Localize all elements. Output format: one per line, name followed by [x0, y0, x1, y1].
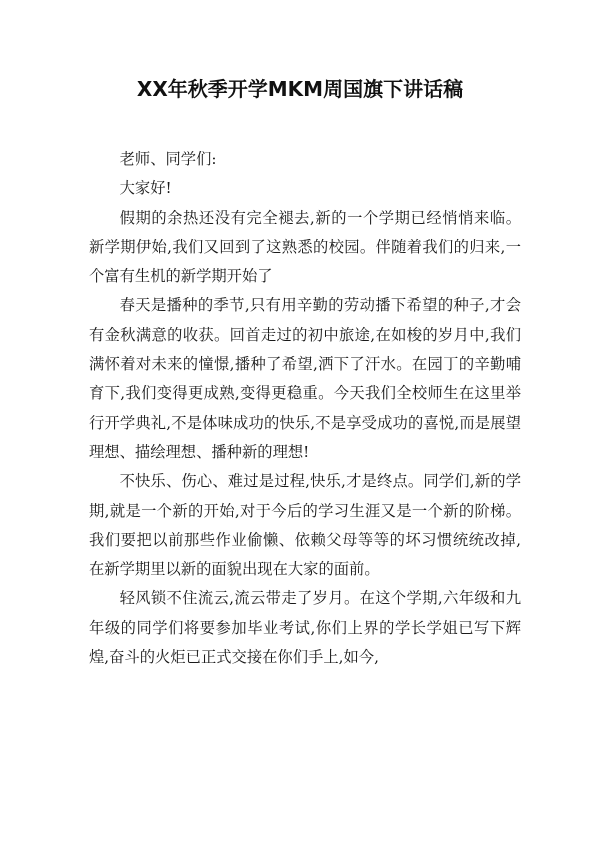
paragraph-2: 春天是播种的季节,只有用辛勤的劳动播下希望的种子,才会有金秋满意的收获。回首走过的初中旅途,在如梭的岁月中,我们满怀着对未来的憧憬,播种了希望,洒下了汗水。在园丁的辛勤哺育下,我们变得更成熟,变得更稳重。今天我们全校师生在这里举行开学典礼,不是体味成功的快乐,不是享受成功的喜悦,而是展望理想、描绘理想、播种新的理想! — [89, 296, 521, 461]
paragraph-3: 不快乐、伤心、难过是过程,快乐,才是终点。同学们,新的学期,就是一个新的开始,对于今后的学习生涯又是一个新的阶梯。我们要把以前那些作业偷懒、依赖父母等等的坏习惯统统改掉,在新学期里以新的面貌出现在大家的面前。 — [89, 472, 521, 579]
page-title: XX年秋季开学MKM周国旗下讲话稿 — [136, 77, 464, 101]
paragraph-4: 轻风锁不住流云,流云带走了岁月。在这个学期,六年级和九年级的同学们将要参加毕业考试,你们上界的学长学姐已写下辉煌,奋斗的火炬已正式交接在你们手上,如今, — [89, 589, 521, 667]
greeting: 大家好! — [119, 179, 172, 198]
document-body — [89, 145, 521, 672]
paragraph-1: 假期的余热还没有完全褪去,新的一个学期已经悄悄来临。新学期伊始,我们又回到了这熟悉的校园。伴随着我们的归来,一个富有生机的新学期开始了 — [89, 208, 521, 286]
salutation: 老师、同学们: — [119, 150, 217, 168]
